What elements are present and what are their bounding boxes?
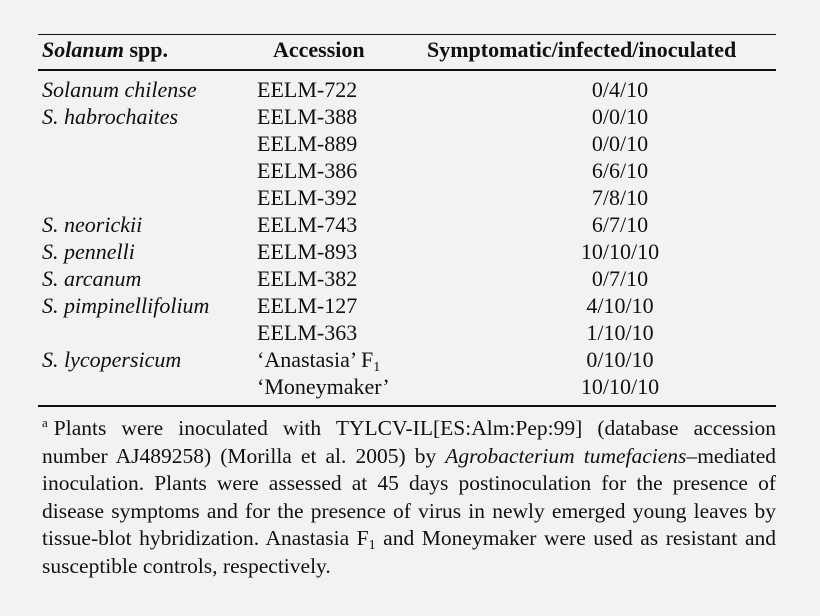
- footnote-text-part1: Plants were inoculated with TYLCV-IL[ES:Alm:Pep:99] (database accession number AJ489258) (Morilla et al. 2005) by: [42, 416, 776, 468]
- species-cell: S. habrochaites: [42, 104, 179, 129]
- result-cell: 0/4/10: [591, 77, 649, 102]
- footnote-italic: Agrobacterium tumefaciens: [445, 443, 687, 468]
- accession-text: EELM-889: [257, 131, 358, 156]
- result-cell: 10/10/10: [580, 374, 660, 399]
- result-cell: 1/10/10: [586, 320, 654, 345]
- footnote-text-part3: and Moneymaker were used as resistant and susceptible controls, respectively.: [42, 526, 776, 578]
- footnote-subscript: 1: [368, 538, 376, 553]
- table-body: [0, 77, 820, 401]
- species-cell: S. lycopersicum: [42, 347, 182, 372]
- table-footnote: [42, 415, 776, 580]
- accession-cell: [257, 320, 357, 346]
- accession-text: EELM-127: [257, 293, 358, 318]
- table-row: [0, 293, 820, 320]
- table-row: [0, 239, 820, 266]
- table-row: [0, 212, 820, 239]
- table-row: [0, 77, 820, 104]
- accession-cell: [257, 266, 357, 292]
- header-accession: Accession: [273, 37, 365, 62]
- accession-text: EELM-893: [257, 239, 358, 264]
- accession-text: EELM-363: [257, 320, 358, 345]
- result-cell: 0/7/10: [591, 266, 649, 291]
- header-species: [42, 37, 168, 63]
- accession-text: EELM-382: [257, 266, 358, 291]
- accession-text: EELM-722: [257, 77, 358, 102]
- species-cell: S. neorickii: [42, 212, 143, 237]
- header-result: Symptomatic/infected/inoculated: [427, 37, 737, 62]
- table-row: [0, 347, 820, 374]
- footnote-mark: a: [42, 415, 48, 430]
- accession-text: ‘Anastasia’ F: [257, 347, 374, 372]
- accession-cell: [257, 374, 390, 400]
- species-cell: Solanum chilense: [42, 77, 197, 102]
- accession-text: ‘Moneymaker’: [257, 374, 390, 399]
- accession-cell: [257, 158, 357, 184]
- table-row: [0, 266, 820, 293]
- result-cell: 4/10/10: [586, 293, 654, 318]
- result-cell: 0/0/10: [591, 131, 649, 156]
- table-row: [0, 320, 820, 347]
- accession-cell: [257, 104, 357, 130]
- header-species-rest: spp.: [123, 37, 168, 62]
- species-cell: S. pimpinellifolium: [42, 293, 210, 318]
- table-row: [0, 158, 820, 185]
- accession-cell: [257, 293, 357, 319]
- table-row: [0, 131, 820, 158]
- table-header-rule: [38, 69, 776, 71]
- result-cell: 10/10/10: [580, 239, 660, 264]
- table-row: [0, 185, 820, 212]
- table-top-rule: [38, 34, 776, 35]
- result-cell: 0/0/10: [591, 104, 649, 129]
- accession-cell: [257, 347, 380, 373]
- header-species-italic: Solanum: [42, 37, 124, 62]
- result-cell: 6/7/10: [591, 212, 649, 237]
- table-bottom-rule: [38, 405, 776, 407]
- result-cell: 6/6/10: [591, 158, 649, 183]
- result-cell: 7/8/10: [591, 185, 649, 210]
- result-cell: 0/10/10: [586, 347, 654, 372]
- accession-cell: [257, 77, 357, 103]
- accession-text: EELM-386: [257, 158, 358, 183]
- accession-cell: [257, 131, 357, 157]
- accession-text: EELM-743: [257, 212, 358, 237]
- accession-cell: [257, 185, 357, 211]
- species-cell: S. arcanum: [42, 266, 142, 291]
- table-row: [0, 104, 820, 131]
- accession-subscript: 1: [373, 360, 381, 375]
- table-row: [0, 374, 820, 401]
- accession-text: EELM-388: [257, 104, 358, 129]
- accession-cell: [257, 239, 357, 265]
- footnote-text-part2: –mediated inoculation. Plants were assessed at 45 days postinoculation for the presence of disease symptoms and for the presence of virus in newly emerged young leaves by tissue-blot hybridization. Anastasia F: [42, 443, 776, 550]
- accession-text: EELM-392: [257, 185, 358, 210]
- accession-cell: [257, 212, 357, 238]
- species-cell: S. pennelli: [42, 239, 135, 264]
